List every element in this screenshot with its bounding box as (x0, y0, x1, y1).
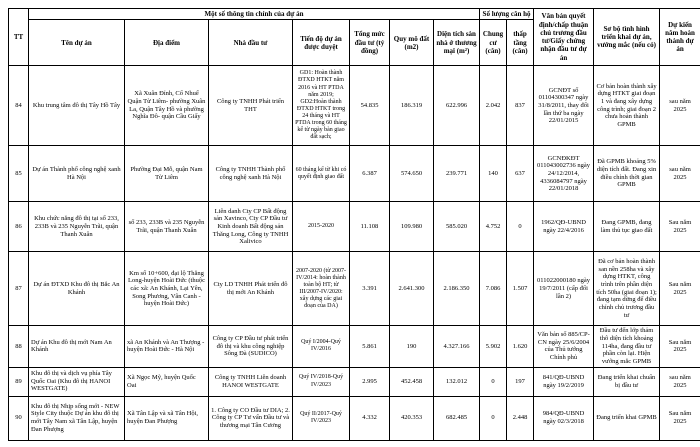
cell-location: Phường Đại Mỗ, quận Nam Từ Liêm (125, 146, 209, 202)
cell-document: 1962/QĐ-UBND ngày 22/4/2016 (534, 202, 594, 252)
project-info-table (8, 8, 700, 441)
cell-low-rise: 1.620 (507, 326, 534, 367)
table-header (9, 9, 700, 66)
cell-investment: 54.835 (350, 66, 390, 146)
cell-land-area: 186.319 (390, 66, 434, 146)
cell-year: sau năm 2025 (660, 66, 700, 146)
cell-investor: Cty LD TNHH Phát triển đô thị mới An Khánh (209, 252, 293, 326)
cell-apartment: 7.086 (480, 252, 507, 326)
header-group-apartment-count: Số lượng căn hộ (480, 9, 534, 20)
cell-investment: 6.387 (350, 146, 390, 202)
cell-name: Dự án Thành phố công nghệ xanh Hà Nội (29, 146, 125, 202)
table-row (9, 146, 700, 202)
header-group-main-info: Một số thông tin chính của dự án (29, 9, 480, 20)
cell-tt: 88 (9, 326, 29, 367)
cell-document: 011022000180 ngày 19/7/2011 (cấp đổi lần 2) (534, 252, 594, 326)
header-status: Sơ bộ tình hình triển khai dự án, vướng mắc (nếu có) (594, 9, 660, 66)
cell-status: Cơ bản hoàn thành xây dựng HTKT giai đoạn 1 và đang xây dựng công trình; giai đoạn 2 chưa hoàn thành GPMB (594, 66, 660, 146)
header-year: Dự kiến năm hoàn thành dự án (660, 9, 700, 66)
header-land-area: Quy mô đất (m2) (390, 20, 434, 66)
cell-status: Đang triển khai GPMB (594, 396, 660, 440)
cell-apartment: 0 (480, 367, 507, 396)
cell-tt: 87 (9, 252, 29, 326)
cell-name: Khu đô thị Nhịp sống mới - NEW Style City thuộc Dự án khu đô thị mới Tây Nam xã Tân Lập, huyện Đan Phượng (29, 396, 125, 440)
cell-low-rise: 0 (507, 202, 534, 252)
cell-document: GCNĐKĐT 011043002736 ngày 24/12/2014, 4336084797 ngày 22/01/2018 (534, 146, 594, 202)
cell-location: Km số 10+600, đại lộ Thăng Long-huyện Hoài Đức (thuộc các xã: An Khánh, Lại Yên, Song Phương, Vân Canh - huyện Hoài Đức) (125, 252, 209, 326)
cell-investor: Công ty TNHH Thành phố công nghệ xanh Hà Nội (209, 146, 293, 202)
cell-status: Đã GPMB khoảng 5% diện tích đất. Đang xin điều chỉnh thời gian GPMB (594, 146, 660, 202)
header-investment: Tổng mức đầu tư (tỷ đồng) (350, 20, 390, 66)
cell-investor: Liên danh Cty CP Bất động sản Xavinco, Cty CP Đầu tư Kinh doanh Bất động sản Thăng Long, Công ty TNHH Xalivico (209, 202, 293, 252)
cell-progress: Quý II/2017-Quý IV/2023 (293, 396, 350, 440)
cell-land-area: 2.641.300 (390, 252, 434, 326)
cell-name: Dự án Khu đô thị mới Nam An Khánh (29, 326, 125, 367)
cell-tt: 86 (9, 202, 29, 252)
header-progress: Tiến độ dự án được duyệt (293, 20, 350, 66)
cell-location: Xã Xuân Đỉnh, Cổ Nhuế Quận Từ Liêm- phường Xuân La, Quận Tây Hồ và phường Nghĩa Đô- quận Cầu Giấy (125, 66, 209, 146)
header-tt: TT (9, 9, 29, 66)
cell-document: 984/QĐ-UBND ngày 02/3/2018 (534, 396, 594, 440)
cell-floor-area: 4.327.166 (434, 326, 480, 367)
cell-land-area: 109.980 (390, 202, 434, 252)
cell-investment: 11.108 (350, 202, 390, 252)
cell-progress: 2007-2020 (từ 2007-IV/2014: hoàn thành toàn bộ HT; từ III/2007-IV/2020: xây dựng các giai đoạn của DA) (293, 252, 350, 326)
cell-location: Xã Ngọc Mỹ, huyện Quốc Oai (125, 367, 209, 396)
cell-year: sau năm 2025 (660, 146, 700, 202)
header-location: Địa điểm (125, 20, 209, 66)
cell-status: Đang triển khai chuẩn bị đầu tư (594, 367, 660, 396)
header-floor-area: Diện tích sàn nhà ở thương mại (m²) (434, 20, 480, 66)
cell-tt: 90 (9, 396, 29, 440)
cell-floor-area: 585.020 (434, 202, 480, 252)
cell-name: Khu trung tâm đô thị Tây Hồ Tây (29, 66, 125, 146)
cell-low-rise: 637 (507, 146, 534, 202)
table-body (9, 66, 700, 440)
cell-progress: 60 tháng kể từ khi có quyết định giao đất (293, 146, 350, 202)
cell-land-area: 190 (390, 326, 434, 367)
cell-investment: 3.391 (350, 252, 390, 326)
header-group-row (9, 9, 700, 20)
header-apartment: Chung cư (căn) (480, 20, 507, 66)
cell-year: Sau năm 2025 (660, 396, 700, 440)
cell-investment: 2.995 (350, 367, 390, 396)
table-row (9, 66, 700, 146)
cell-document: Văn bản số 885/CP-CN ngày 25/6/2004 của Thủ tướng Chính phủ (534, 326, 594, 367)
cell-tt: 85 (9, 146, 29, 202)
cell-low-rise: 1.507 (507, 252, 534, 326)
cell-tt: 89 (9, 367, 29, 396)
cell-land-area: 420.353 (390, 396, 434, 440)
cell-year: Sau năm 2025 (660, 252, 700, 326)
cell-low-rise: 837 (507, 66, 534, 146)
cell-low-rise: 2.448 (507, 396, 534, 440)
cell-year: Sau năm 2025 (660, 326, 700, 367)
table-row (9, 396, 700, 440)
cell-investor: 1. Công ty CO Đầu tư DIA; 2. Công ty CP Tư vấn Đầu tư và thương mại Tân Cương (209, 396, 293, 440)
cell-year: sau năm 2025 (660, 367, 700, 396)
table-row (9, 252, 700, 326)
cell-tt: 84 (9, 66, 29, 146)
cell-investor: Công ty TNHH Phát triển THT (209, 66, 293, 146)
cell-status: Đầu tư đến lớp thảm thô diện tích khoảng 114ha, đang đầu tư phần còn lại. Hiện vướng mắc GPMB (594, 326, 660, 367)
cell-floor-area: 682.485 (434, 396, 480, 440)
cell-floor-area: 132.012 (434, 367, 480, 396)
cell-location: Xã Tân Lập và xã Tân Hội, huyện Đan Phượng (125, 396, 209, 440)
cell-apartment: 0 (480, 396, 507, 440)
table-row (9, 367, 700, 396)
cell-land-area: 452.458 (390, 367, 434, 396)
cell-low-rise: 197 (507, 367, 534, 396)
cell-name: Khu chức năng đô thị tại số 233, 233B và 235 Nguyễn Trãi, quận Thanh Xuân (29, 202, 125, 252)
cell-land-area: 574.650 (390, 146, 434, 202)
cell-document: GCNĐT số 01104300347 ngày 31/8/2011, thay đổi lần thứ ba ngày 22/01/2015 (534, 66, 594, 146)
cell-status: Đã cơ bản hoàn thành san nền 258ha và xây dựng HTKT, công trình trên phần diện tích 50ha (giai đoạn 1); đang tạm dừng để điều chỉnh chủ trương đầu tư (594, 252, 660, 326)
cell-document: 841/QĐ-UBND ngày 19/2/2019 (534, 367, 594, 396)
cell-investor: Công ty CP Đầu tư phát triển đô thị và khu công nghiệp Sông Đà (SUDICO) (209, 326, 293, 367)
cell-floor-area: 622.996 (434, 66, 480, 146)
table-row (9, 326, 700, 367)
header-investor: Nhà đầu tư (209, 20, 293, 66)
cell-status: Đang GPMB, đang làm thủ tục giao đất (594, 202, 660, 252)
cell-investment: 4.332 (350, 396, 390, 440)
cell-investment: 5.861 (350, 326, 390, 367)
cell-apartment: 5.902 (480, 326, 507, 367)
table-row (9, 202, 700, 252)
header-low-rise: thấp tầng (căn) (507, 20, 534, 66)
cell-investor: Công ty TNHH Liên doanh HANOI WESTGATE (209, 367, 293, 396)
cell-apartment: 2.042 (480, 66, 507, 146)
cell-name: Dự án ĐTXD Khu đô thị Bắc An Khánh (29, 252, 125, 326)
cell-location: xã An Khánh và An Thượng - huyện Hoài Đức - Hà Nội (125, 326, 209, 367)
cell-progress: 2015-2020 (293, 202, 350, 252)
cell-progress: Quý I/2004-Quý IV/2016 (293, 326, 350, 367)
cell-location: số 233, 233B và 235 Nguyễn Trãi, quận Thanh Xuân (125, 202, 209, 252)
cell-progress: GD1: Hoàn thành ĐTXD HTKT năm 2016 và HT PTDA năm 2019; GD2:Hoàn thành ĐTXD HTKT trong 24 tháng và HT PTDA trong 60 tháng kể từ ngày bàn giao đất sạch; (293, 66, 350, 146)
cell-apartment: 140 (480, 146, 507, 202)
cell-floor-area: 239.771 (434, 146, 480, 202)
header-document: Văn bản quyết định/chấp thuận chủ trương đầu tư/Giấy chứng nhận đầu tư dự án (534, 9, 594, 66)
cell-name: Khu đô thị và dịch vụ phía Tây Quốc Oai (Khu đô thị HANOI WESTGATE) (29, 367, 125, 396)
header-name: Tên dự án (29, 20, 125, 66)
cell-progress: Quý IV/2018-Quý IV/2023 (293, 367, 350, 396)
cell-floor-area: 2.186.350 (434, 252, 480, 326)
cell-year: Sau năm 2025 (660, 202, 700, 252)
cell-apartment: 4.752 (480, 202, 507, 252)
